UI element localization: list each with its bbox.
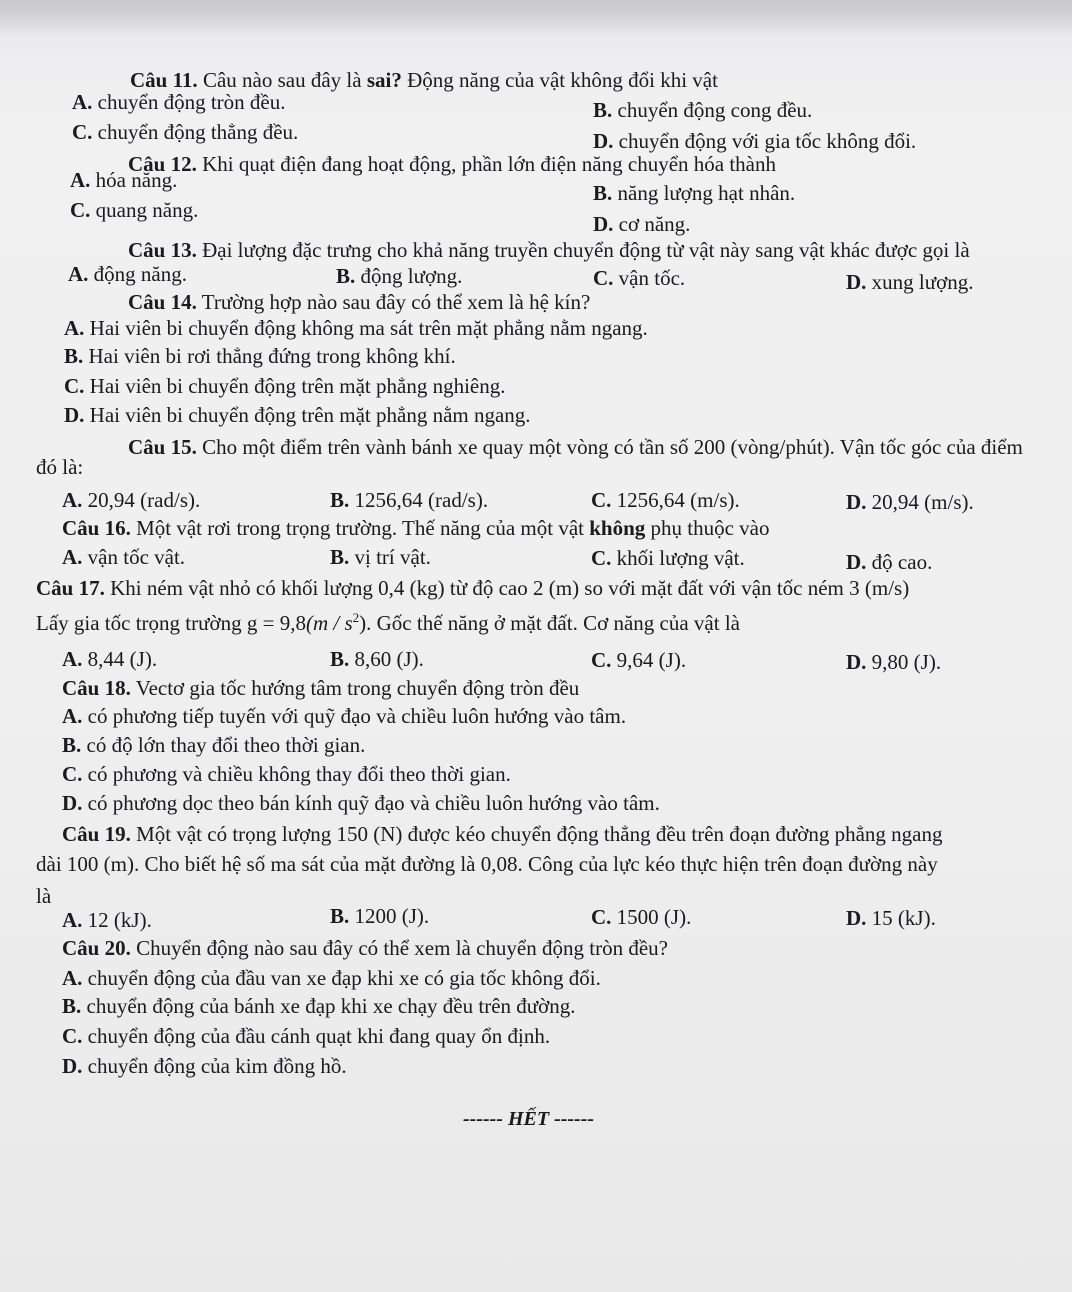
option-19a: A. 12 (kJ). <box>62 908 152 932</box>
option-16b: B. vị trí vật. <box>330 545 431 569</box>
question-label: Câu 17. <box>36 576 105 600</box>
question-15-cont: đó là: <box>36 455 84 479</box>
question-19-cont2: là <box>36 884 52 908</box>
option-12b: B. năng lượng hạt nhân. <box>593 181 796 205</box>
question-17: Câu 17. Khi ném vật nhỏ có khối lượng 0,4 (kg) từ độ cao 2 (m) so với mặt đất với vận tốc ném 3 (m/s) <box>36 576 910 600</box>
question-label: Câu 15. <box>128 435 197 459</box>
option-18c: C. có phương và chiều không thay đổi theo thời gian. <box>62 762 511 786</box>
question-15: Câu 15. Cho một điểm trên vành bánh xe quay một vòng có tần số 200 (vòng/phút). Vận tốc góc của điểm <box>128 435 1023 459</box>
option-19b: B. 1200 (J). <box>330 904 430 928</box>
question-17-cont: Lấy gia tốc trọng trường $g = 9,8(m / s^2)$. Gốc thế năng ở mặt đất. Cơ năng của vật là <box>36 610 740 635</box>
question-label: Câu 11. <box>130 68 198 92</box>
option-20b: B. chuyển động của bánh xe đạp khi xe chạy đều trên đường. <box>62 994 576 1018</box>
option-13a: A. động năng. <box>68 262 187 286</box>
question-label: Câu 20. <box>62 936 131 960</box>
question-20: Câu 20. Chuyển động nào sau đây có thể xem là chuyển động tròn đều? <box>62 936 668 960</box>
option-14d: D. Hai viên bi chuyển động trên mặt phẳng nằm ngang. <box>64 403 531 427</box>
option-20c: C. chuyển động của đầu cánh quạt khi đang quay ổn định. <box>62 1024 551 1048</box>
option-13b: B. động lượng. <box>336 264 463 288</box>
option-15c: C. 1256,64 (m/s). <box>591 488 740 512</box>
page-shadow <box>0 0 1072 34</box>
option-17c: C. 9,64 (J). <box>591 648 687 672</box>
option-14b: B. Hai viên bi rơi thẳng đứng trong không khí. <box>64 344 456 368</box>
option-12c: C. quang năng. <box>70 198 199 222</box>
option-16c: C. khối lượng vật. <box>591 546 745 570</box>
question-label: Câu 14. <box>128 290 197 314</box>
option-11d: D. chuyển động với gia tốc không đổi. <box>593 129 917 153</box>
option-12a: A. hóa năng. <box>70 168 178 192</box>
end-marker: ------ HẾT ------ <box>463 1108 595 1130</box>
question-19-cont: dài 100 (m). Cho biết hệ số ma sát của mặt đường là 0,08. Công của lực kéo thực hiện trên đoạn đường này <box>36 852 938 876</box>
question-18: Câu 18. Vectơ gia tốc hướng tâm trong chuyển động tròn đều <box>62 676 580 700</box>
question-label: Câu 16. <box>62 516 131 540</box>
option-17d: D. 9,80 (J). <box>846 650 942 674</box>
option-11a: A. chuyển động tròn đều. <box>72 90 286 114</box>
option-18b: B. có độ lớn thay đổi theo thời gian. <box>62 733 366 757</box>
option-19c: C. 1500 (J). <box>591 905 692 929</box>
option-12d: D. cơ năng. <box>593 212 691 236</box>
question-16: Câu 16. Một vật rơi trong trọng trường. Thế năng của một vật không phụ thuộc vào <box>62 516 770 540</box>
question-19: Câu 19. Một vật có trọng lượng 150 (N) được kéo chuyển động thẳng đều trên đoạn đường phẳng ngang <box>62 822 943 846</box>
option-17b: B. 8,60 (J). <box>330 647 424 671</box>
question-label: Câu 19. <box>62 822 131 846</box>
option-20a: A. chuyển động của đầu van xe đạp khi xe có gia tốc không đổi. <box>62 966 601 990</box>
question-label: Câu 12. <box>128 152 197 176</box>
option-11b: B. chuyển động cong đều. <box>593 98 813 122</box>
question-label: Câu 13. <box>128 238 197 262</box>
option-15b: B. 1256,64 (rad/s). <box>330 488 489 512</box>
option-16d: D. độ cao. <box>846 550 933 574</box>
option-20d: D. chuyển động của kim đồng hồ. <box>62 1054 347 1078</box>
question-11: Câu 11. Câu nào sau đây là sai? Động năng của vật không đổi khi vật <box>130 68 718 92</box>
option-16a: A. vận tốc vật. <box>62 545 186 569</box>
option-18d: D. có phương dọc theo bán kính quỹ đạo và chiều luôn hướng vào tâm. <box>62 791 660 815</box>
option-14c: C. Hai viên bi chuyển động trên mặt phẳng nghiêng. <box>64 374 506 398</box>
option-13c: C. vận tốc. <box>593 266 686 290</box>
option-11c: C. chuyển động thẳng đều. <box>72 120 299 144</box>
question-label: Câu 18. <box>62 676 131 700</box>
option-15d: D. 20,94 (m/s). <box>846 490 974 514</box>
question-13: Câu 13. Đại lượng đặc trưng cho khả năng truyền chuyển động từ vật này sang vật khác được gọi là <box>128 238 970 262</box>
option-17a: A. 8,44 (J). <box>62 647 158 671</box>
option-13d: D. xung lượng. <box>846 270 974 294</box>
option-15a: A. 20,94 (rad/s). <box>62 488 201 512</box>
question-14: Câu 14. Trường hợp nào sau đây có thể xem là hệ kín? <box>128 290 591 314</box>
question-12: Câu 12. Khi quạt điện đang hoạt động, phần lớn điện năng chuyển hóa thành <box>128 152 776 176</box>
option-19d: D. 15 (kJ). <box>846 906 936 930</box>
option-14a: A. Hai viên bi chuyển động không ma sát trên mặt phẳng nằm ngang. <box>64 316 648 340</box>
option-18a: A. có phương tiếp tuyến với quỹ đạo và chiều luôn hướng vào tâm. <box>62 704 627 728</box>
